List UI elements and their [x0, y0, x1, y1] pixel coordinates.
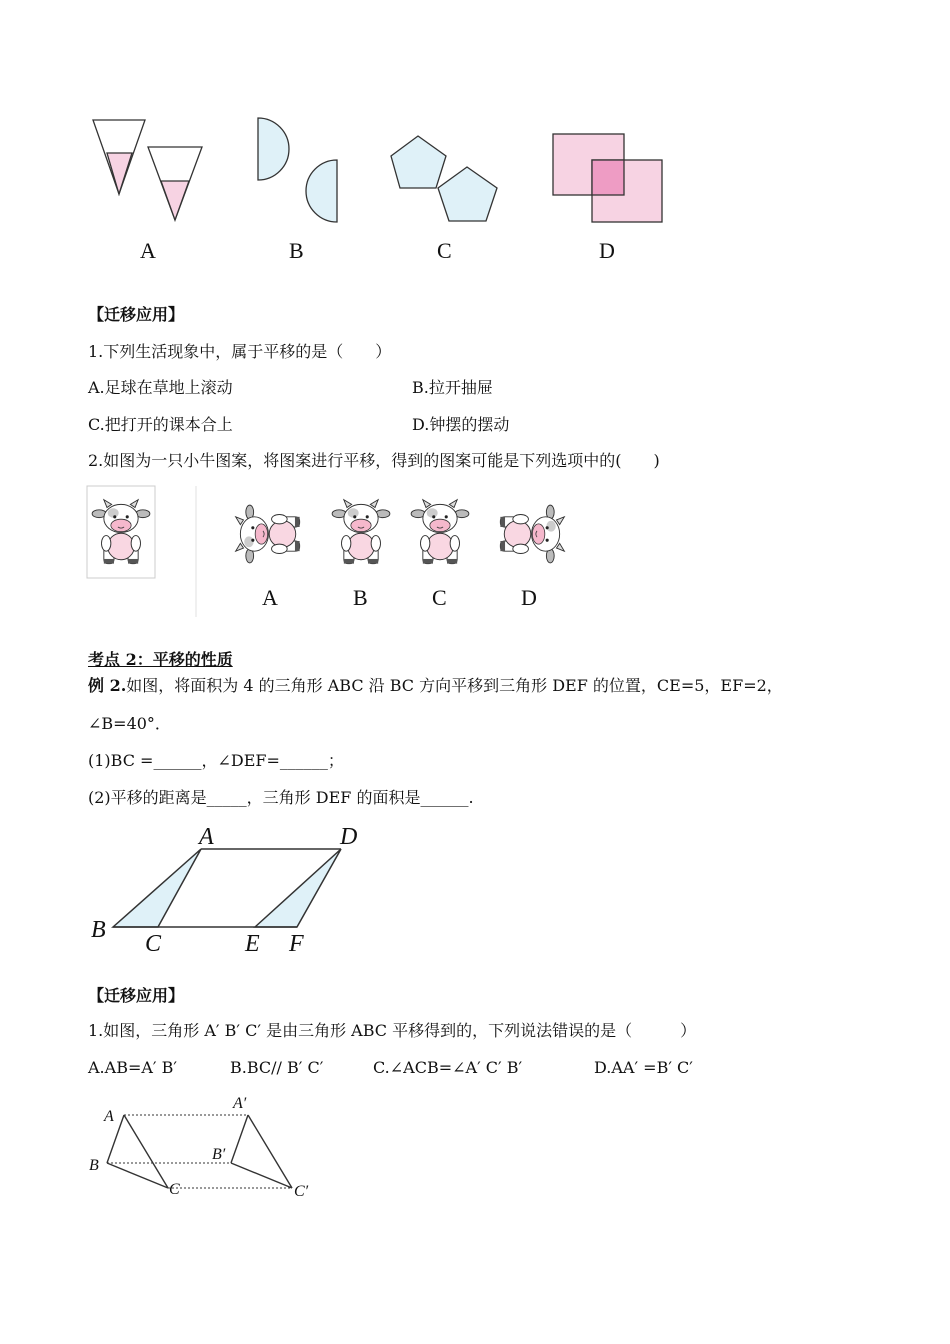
- cow-label-b: B: [353, 585, 368, 610]
- section3-q1-option-a: A.AB=A′ B′: [88, 1058, 178, 1077]
- fig3-label-b: B: [89, 1157, 99, 1174]
- top-option-label-c: C: [437, 238, 452, 263]
- section2-part1: (1)BC =______，∠DEF=______；: [88, 751, 344, 770]
- cow-original: [87, 486, 155, 578]
- fig3-label-c1: C′: [294, 1183, 309, 1200]
- cow-label-d: D: [521, 585, 537, 610]
- cow-option-b: [332, 500, 390, 564]
- cow-label-c: C: [432, 585, 447, 610]
- fig2-label-c: C: [145, 931, 162, 957]
- cow-option-d: [500, 505, 564, 563]
- section3-q1-stem: 1.如图，三角形 A′ B′ C′ 是由三角形 ABC 平移得到的，下列说法错误的是（ ）: [88, 1021, 697, 1040]
- top-option-label-a: A: [140, 238, 156, 263]
- example-text: 如图，将面积为 4 的三角形 ABC 沿 BC 方向平移到三角形 DEF 的位置，CE=5，EF=2，: [126, 676, 783, 695]
- section2-example-text2: ∠B=40°．: [88, 714, 171, 733]
- option-c-pentagons: [391, 136, 497, 221]
- example-label: 例 2.: [88, 676, 127, 695]
- section1-q1-option-b: B.拉开抽屉: [412, 378, 493, 397]
- option-b-half-discs: [258, 118, 337, 222]
- section3-q1-option-c: C.∠ACB=∠A′ C′ B′: [373, 1058, 523, 1077]
- cow-figure: [0, 482, 950, 622]
- fig3-label-a1: A′: [233, 1095, 247, 1112]
- fig2-label-d: D: [340, 824, 358, 850]
- fig2-label-b: B: [91, 917, 106, 943]
- section1-q1-option-a: A.足球在草地上滚动: [88, 378, 233, 397]
- fig3-label-a: A: [104, 1108, 114, 1125]
- cow-option-c: [411, 500, 469, 564]
- section1-q1-stem: 1.下列生活现象中，属于平移的是（ ）: [88, 342, 392, 361]
- section1-heading: 【迁移应用】: [88, 305, 185, 324]
- section2-title: 考点 2：平移的性质: [88, 650, 233, 669]
- cow-label-a: A: [262, 585, 278, 610]
- section1-q1-option-c: C.把打开的课本合上: [88, 415, 233, 434]
- fig3-label-b1: B′: [212, 1146, 226, 1163]
- fig2-label-a: A: [199, 824, 214, 850]
- option-d-squares: [553, 134, 662, 222]
- section3-heading: 【迁移应用】: [88, 986, 185, 1005]
- fig2-label-f: F: [289, 931, 304, 957]
- section3-q1-option-b: B.BC// B′ C′: [230, 1058, 324, 1077]
- parallelogram-figure: [0, 820, 950, 960]
- cow-option-a: [236, 505, 300, 563]
- section3-q1-option-d: D.AA′ =B′ C′: [594, 1058, 693, 1077]
- top-option-label-d: D: [599, 238, 615, 263]
- section2-part2: (2)平移的距离是_____，三角形 DEF 的面积是______.: [88, 788, 474, 807]
- fig2-label-e: E: [245, 931, 260, 957]
- section1-q1-option-d: D.钟摆的摆动: [412, 415, 510, 434]
- top-option-label-b: B: [289, 238, 304, 263]
- option-a-funnels: [93, 120, 202, 220]
- fig3-label-c: C: [169, 1181, 180, 1198]
- section1-q2-stem: 2.如图为一只小牛图案，将图案进行平移，得到的图案可能是下列选项中的( ): [88, 451, 660, 470]
- section2-example: [88, 676, 783, 696]
- translation-figure: [0, 1090, 950, 1220]
